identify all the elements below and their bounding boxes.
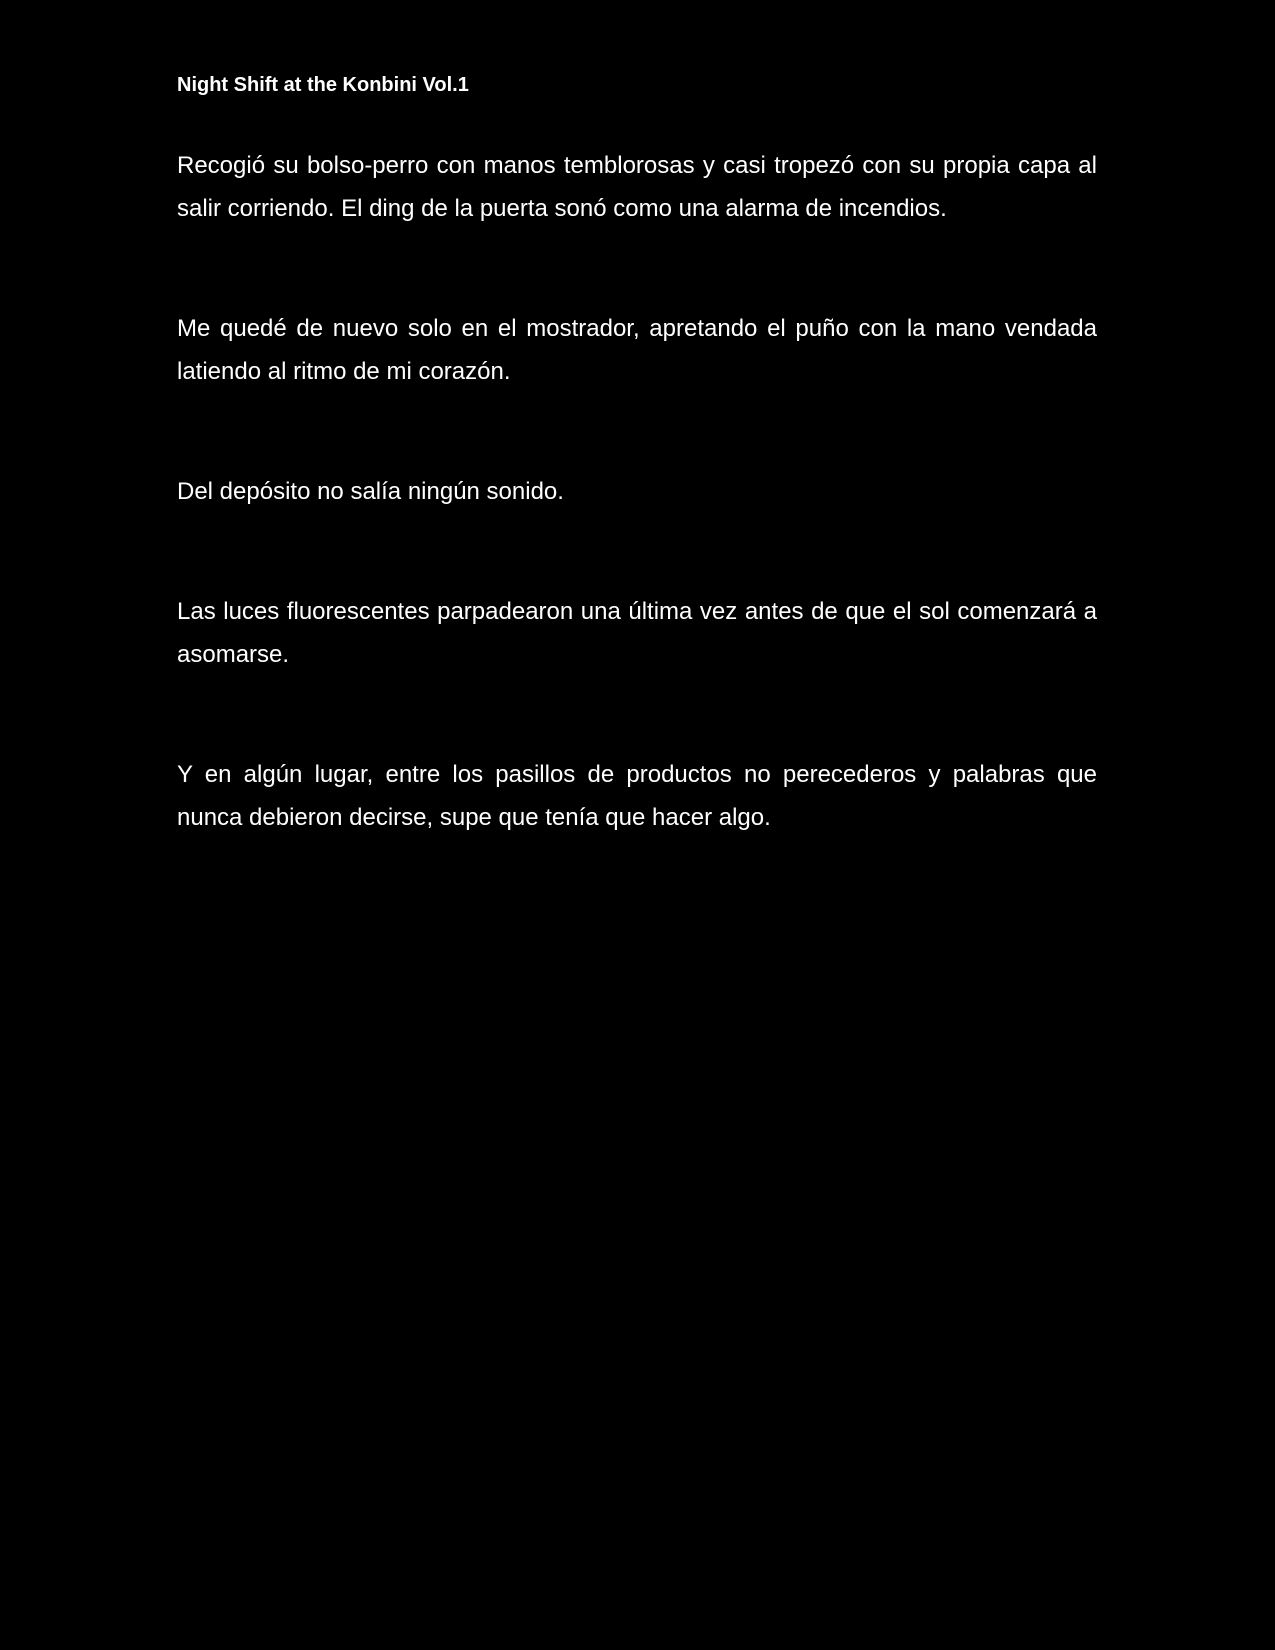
paragraph: Las luces fluorescentes parpadearon una última vez antes de que el sol comenzará a asomarse.	[177, 598, 1097, 668]
paragraph: Del depósito no salía ningún sonido.	[177, 478, 564, 505]
running-header: Night Shift at the Konbini Vol.1	[177, 74, 469, 96]
document-page	[177, 70, 1097, 916]
paragraph: Recogió su bolso-perro con manos temblorosas y casi tropezó con su propia capa al salir corriendo. El ding de la puerta sonó como una alarma de incendios.	[177, 152, 1097, 222]
paragraph: Y en algún lugar, entre los pasillos de productos no perecederos y palabras que nunca debieron decirse, supe que tenía que hacer algo.	[177, 761, 1097, 831]
paragraph: Me quedé de nuevo solo en el mostrador, apretando el puño con la mano vendada latiendo al ritmo de mi corazón.	[177, 315, 1097, 385]
body-text	[177, 144, 1097, 839]
